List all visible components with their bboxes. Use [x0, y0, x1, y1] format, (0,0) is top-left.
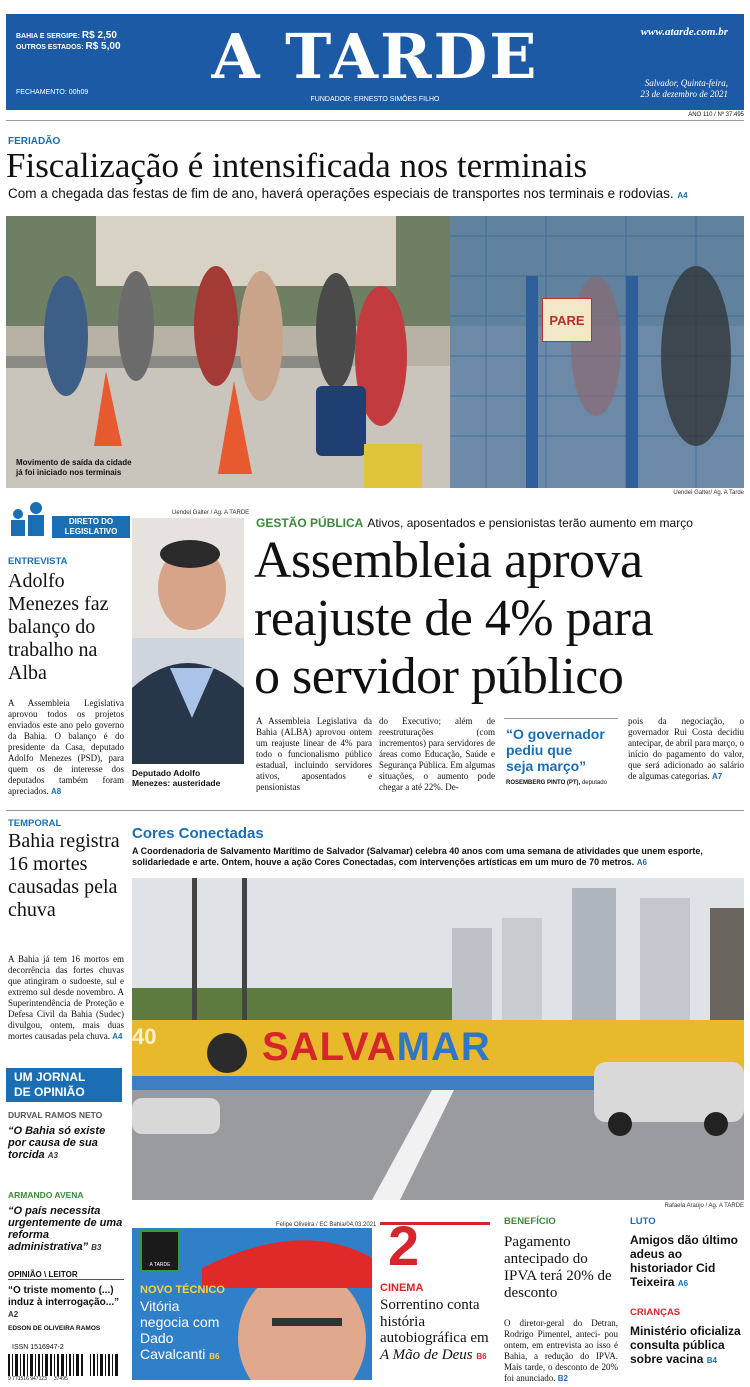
- sports-kicker: NOVO TÉCNICO: [140, 1284, 225, 1296]
- issn: ISSN 1516947-2: [12, 1344, 64, 1351]
- deputy-caption: [132, 768, 244, 788]
- building-3: [572, 888, 616, 1023]
- opinion-author1: DURVAL RAMOS NETO: [8, 1110, 103, 1120]
- coach-eyebrows: [272, 1318, 342, 1326]
- lead-headline[interactable]: Fiscalização é intensificada nos terminais: [6, 146, 588, 185]
- price-other-value: R$ 5,00: [85, 41, 121, 52]
- main-col1: A Assembleia Legislativa da Bahia (ALBA) aprovou ontem um reajuste linear de 4% para todo o funcionalismo público estadual, incluindo servidores ativos, aposentados e pensionistas: [256, 716, 372, 792]
- person-3: [194, 266, 238, 386]
- main-headline-line1: Assembleia aprova: [254, 532, 643, 589]
- person-5: [316, 273, 356, 389]
- legislativo-tag: [6, 500, 130, 538]
- interview-kicker: ENTREVISTA: [8, 556, 68, 567]
- opinion-tag-line2: DE OPINIÃO: [14, 1085, 85, 1099]
- divider: [6, 120, 744, 121]
- ipva-kicker: BENEFÍCIO: [504, 1216, 556, 1227]
- interview-headline[interactable]: Adolfo Menezes faz balanço do trabalho na Alba: [8, 570, 109, 684]
- pullquote-line2: pediu que: [506, 742, 573, 758]
- ipva-ref[interactable]: B2: [557, 1374, 568, 1383]
- price-other-label: OUTROS ESTADOS: [16, 44, 82, 51]
- ipva-headline[interactable]: Pagamento antecipado do IPVA terá 20% de desconto: [504, 1234, 612, 1301]
- opinion-quote3-text: “O triste momento (...) induz à interrogação...”: [8, 1285, 120, 1308]
- deputy-photo-credit: Uendel Galter / Ag. A TARDE: [172, 510, 250, 516]
- person-4: [239, 271, 283, 401]
- lead-caption-line1: Movimento de saída da cidade: [16, 458, 132, 467]
- person-behind-fence-2: [661, 266, 731, 446]
- mural-ref[interactable]: A6: [636, 858, 647, 867]
- car-wheel-2: [704, 1112, 728, 1136]
- children-kicker: CRIANÇAS: [630, 1307, 681, 1318]
- terminal-scene: [6, 216, 744, 488]
- main-kicker: GESTÃO PÚBLICA: [256, 516, 364, 530]
- city-date-line2: 23 de dezembro de 2021: [640, 89, 728, 99]
- mourning-ref: A6: [677, 1279, 689, 1288]
- stop-sign: PARE: [542, 298, 592, 342]
- rain-headline[interactable]: Bahia registra 16 mortes causadas pela chuva: [8, 830, 120, 921]
- mural-photo: [132, 878, 744, 1200]
- lead-kicker: FERIADÃO: [8, 136, 61, 147]
- main-subkicker: Ativos, aposentados e pensionistas terão aumento em março: [367, 516, 693, 530]
- opinion-quote1[interactable]: [8, 1125, 124, 1162]
- sports-photo: [132, 1228, 372, 1380]
- sports-headline-text: Vitória negocia com Dado Cavalcanti: [140, 1298, 220, 1362]
- suitcase: [316, 386, 366, 456]
- fence-post: [526, 276, 538, 488]
- newspaper-logo: A TARDE: [211, 20, 539, 93]
- ipva-body-text: O diretor-geral do Detran, Rodrigo Pimentel, anteci- pou ontem, em entrevista ao isso é Bahia, a redução do IPVA. Mais tarde, o desconto de 20% foi anunciado.: [504, 1318, 618, 1383]
- mural-40: 40: [132, 1024, 157, 1049]
- legislativo-label-line2: LEGISLATIVO: [64, 527, 118, 536]
- cinema-number: 2: [388, 1214, 420, 1277]
- price-bahia: BAHIA E SERGIPE: R$ 2,50: [16, 30, 117, 41]
- mural-photo-credit: Rafaela Araújo / Ag. A TARDE: [664, 1203, 744, 1209]
- deputy-hair: [160, 540, 220, 568]
- closing-time: FECHAMENTO: 00h09: [16, 89, 89, 96]
- sports-headline[interactable]: [140, 1298, 220, 1365]
- divider: [6, 810, 744, 811]
- yellow-barrier: [364, 444, 422, 488]
- lead-caption: [16, 458, 132, 478]
- pole-2: [242, 878, 247, 1023]
- mural-lettering-blue: MAR: [396, 1025, 491, 1069]
- building-4: [640, 898, 690, 1023]
- cinema-ref: B6: [476, 1351, 487, 1361]
- main-ref[interactable]: A7: [711, 772, 723, 781]
- founder-line: FUNDADOR: ERNESTO SIMÕES FILHO: [310, 96, 440, 103]
- children-ref: B4: [706, 1356, 717, 1365]
- barcode-digits: 9 771516 947123 37495: [8, 1376, 68, 1382]
- deputy-portrait: [132, 518, 244, 764]
- mural-lettering-red: SALVA: [262, 1025, 397, 1069]
- masthead: [6, 14, 744, 110]
- main-pullquote: [506, 726, 620, 774]
- rain-body: [8, 954, 124, 1042]
- pullquote-role: deputado: [581, 780, 607, 786]
- person-behind-fence: [571, 276, 621, 416]
- reader-opinion-label: OPINIÃO \ LEITOR: [8, 1270, 124, 1280]
- pole-1: [192, 878, 197, 1023]
- fence-post-2: [626, 276, 638, 488]
- deputy-caption-line1: Deputado Adolfo: [132, 768, 201, 778]
- lead-deck-text: Com a chegada das festas de fim de ano, haverá operações especiais de transportes nos terminais e rodovias.: [8, 186, 674, 201]
- pullquote-line3: seja março”: [506, 758, 587, 774]
- interview-body-text: A Assembleia Legislativa aprovou todos os projetos enviados este ano pelo governo da Bahia. O balanço é do presidente da Casa, deputado Adolfo Menezes (PSD), para quem os de interesse dos deputados também foram apreciados.: [8, 698, 124, 796]
- opinion-ref1: A3: [47, 1151, 58, 1160]
- interview-body: [8, 698, 124, 797]
- barcode: [8, 1354, 120, 1376]
- lead-photo-credit: Uendel Galter/ Ag. A Tarde: [673, 490, 744, 496]
- quote-rule: [504, 718, 618, 719]
- mural-kicker: Cores Conectadas: [132, 825, 264, 842]
- edition-number: ANO 110 / Nº 37.495: [688, 112, 744, 118]
- opinion-quote2-text: “O país necessita urgentemente de uma reforma administrativa”: [8, 1205, 123, 1253]
- main-col4: [628, 716, 744, 782]
- city-date-line1: Salvador, Quinta-feira,: [644, 78, 728, 88]
- mourning-headline[interactable]: [630, 1233, 744, 1291]
- mural-lettering: [262, 1024, 491, 1070]
- pullquote-attribution: [506, 780, 607, 786]
- cinema-kicker: CINEMA: [380, 1282, 424, 1294]
- person-2: [118, 271, 154, 381]
- building-2: [502, 918, 542, 1023]
- main-headline[interactable]: [254, 532, 653, 706]
- cinema-headline-text: Sorrentino conta história autobiográfica em: [380, 1297, 489, 1346]
- ipva-body: [504, 1318, 618, 1384]
- sports-photo-credit: Felipe Oliveira / EC Bahia/04.03.2021: [276, 1222, 377, 1228]
- opinion-quote3[interactable]: [8, 1285, 124, 1321]
- building-5: [710, 908, 744, 1023]
- pullquote-author: ROSEMBERG PINTO (PT),: [506, 780, 581, 786]
- atarde-sports-badge: A TARDE: [140, 1230, 180, 1272]
- mourning-kicker: LUTO: [630, 1216, 656, 1227]
- silver-car: [132, 1098, 220, 1134]
- people-icon: [6, 500, 54, 538]
- opinion-author3: EDSON DE OLIVEIRA RAMOS: [8, 1325, 101, 1332]
- pullquote-line1: “O governador: [506, 726, 605, 742]
- opinion-tag: [6, 1068, 122, 1102]
- lead-caption-line2: já foi iniciado nos terminais: [16, 468, 122, 477]
- rain-body-text: A Bahia já tem 16 mortos em decorrência das fortes chuvas que atingiram o sudoeste, sul e extremo sul desde novembro. A Superintendência de Proteção e Defesa Civil da Bahia (Sudec) divulgou, ontem, mais duas mortes causadas pela chuva.: [8, 954, 124, 1041]
- opinion-ref3: A2: [8, 1310, 19, 1319]
- mural-deck: [132, 846, 742, 868]
- lead-deck: [8, 186, 688, 201]
- legislativo-label: [52, 516, 130, 538]
- opinion-quote1-text: “O Bahia só existe por causa de sua torcida: [8, 1125, 106, 1161]
- opinion-ref2: B3: [91, 1243, 102, 1252]
- main-headline-line3: o servidor público: [254, 648, 624, 705]
- website-link[interactable]: www.atarde.com.br: [640, 26, 728, 38]
- sports-ref: B6: [209, 1352, 220, 1361]
- mourning-headline-text: Amigos dão último adeus ao historiador Cid Teixeira: [630, 1233, 738, 1289]
- deputy-photo: [132, 518, 244, 764]
- car-wheel: [608, 1112, 632, 1136]
- building-1: [452, 928, 492, 1023]
- main-col4-text: pois da negociação, o governador Rui Costa decidiu antecipar, de abril para março, o início do pagamento do valor, que será adicionado ao salário de algumas categorias.: [628, 716, 744, 781]
- children-headline-text: Ministério oficializa consulta pública sobre vacina: [630, 1324, 741, 1366]
- mural-deck-text: A Coordenadoria de Salvamento Marítimo de Salvador (Salvamar) celebra 40 anos com uma semana de atividades que unem esporte, solidariedade e arte. Ontem, houve a ação Cores Conectadas, com intervenções artísticas em um muro de 70 metros.: [132, 846, 703, 867]
- mural-figure: [207, 1033, 247, 1073]
- children-headline[interactable]: [630, 1324, 744, 1368]
- cinema-film-title: A Mão de Deus: [380, 1346, 473, 1363]
- legislativo-label-line1: DIRETO DO: [68, 517, 114, 526]
- person-1: [44, 276, 88, 396]
- main-headline-line2: reajuste de 4% para: [254, 590, 654, 647]
- price-bahia-label: BAHIA E SERGIPE: [16, 33, 78, 40]
- opinion-quote2[interactable]: [8, 1205, 124, 1254]
- opinion-tag-line1: UM JORNAL: [14, 1070, 86, 1084]
- opinion-author2: ARMANDO AVENA: [8, 1190, 84, 1200]
- main-kicker-line: [256, 514, 693, 532]
- deputy-caption-line2: Menezes: austeridade: [132, 778, 221, 788]
- main-col2: do Executivo; além de reestruturações (com incrementos) para servidores de áreas como Educação, Saúde e Segurança Pública. Em algumas situações, o aumento pode chegar a até 22%. De-: [379, 716, 495, 792]
- price-bahia-value: R$ 2,50: [81, 30, 117, 41]
- rain-ref[interactable]: A4: [112, 1032, 123, 1041]
- lead-ref[interactable]: A4: [677, 191, 688, 200]
- cinema-headline[interactable]: [380, 1297, 492, 1365]
- price-other: OUTROS ESTADOS: R$ 5,00: [16, 41, 121, 52]
- interview-ref[interactable]: A8: [50, 787, 62, 796]
- terminal-photo: [6, 216, 744, 488]
- rain-kicker: TEMPORAL: [8, 818, 62, 829]
